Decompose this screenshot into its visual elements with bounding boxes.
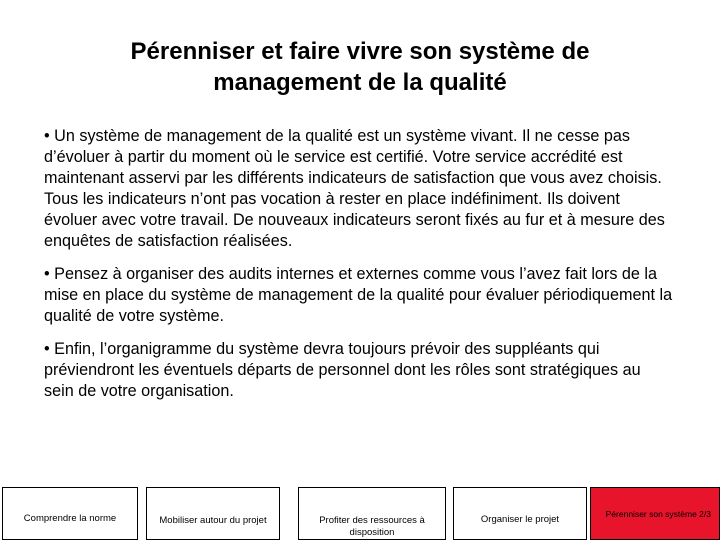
nav-button-comprendre-norme[interactable]: Comprendre la norme (2, 487, 138, 540)
title-line-2: management de la qualité (213, 69, 507, 96)
nav-button-profiter-ressources[interactable]: Profiter des ressources à disposition (298, 487, 446, 540)
paragraph-1: • Un système de management de la qualité est un système vivant. Il ne cesse pas d’évoluer à partir du moment où le service est certifié. Votre service accrédité est maintenant asservi par les différents indicateurs de satisfaction que vous avez choisis. Tous les indicateurs n’ont pas vocation à rester en place indéfiniment. Ils doivent évoluer avec votre travail. De nouveaux indicateurs seront fixés au fur et à mesure des enquêtes de satisfaction réalisées. (44, 127, 665, 250)
paragraph-3: • Enfin, l’organigramme du système devra toujours prévoir des suppléants qui préviendront les éventuels départs de personnel dont les rôles sont stratégiques au sein de votre organisation. (44, 340, 641, 400)
paragraph-2: • Pensez à organiser des audits internes et externes comme vous l’avez fait lors de la mise en place du système de management de la qualité pour évaluer périodiquement la qualité de votre système. (44, 265, 673, 325)
nav-button-current-perenniser[interactable]: Pérenniser son système 2/3 (590, 487, 720, 540)
slide-body (44, 126, 674, 414)
title-line-1: Pérenniser et faire vivre son système de (130, 38, 590, 65)
nav-button-organiser-projet[interactable]: Organiser le projet (453, 487, 587, 540)
footer-nav (0, 487, 720, 540)
nav-button-mobiliser-projet[interactable]: Mobiliser autour du projet (146, 487, 280, 540)
page-title (60, 36, 660, 98)
